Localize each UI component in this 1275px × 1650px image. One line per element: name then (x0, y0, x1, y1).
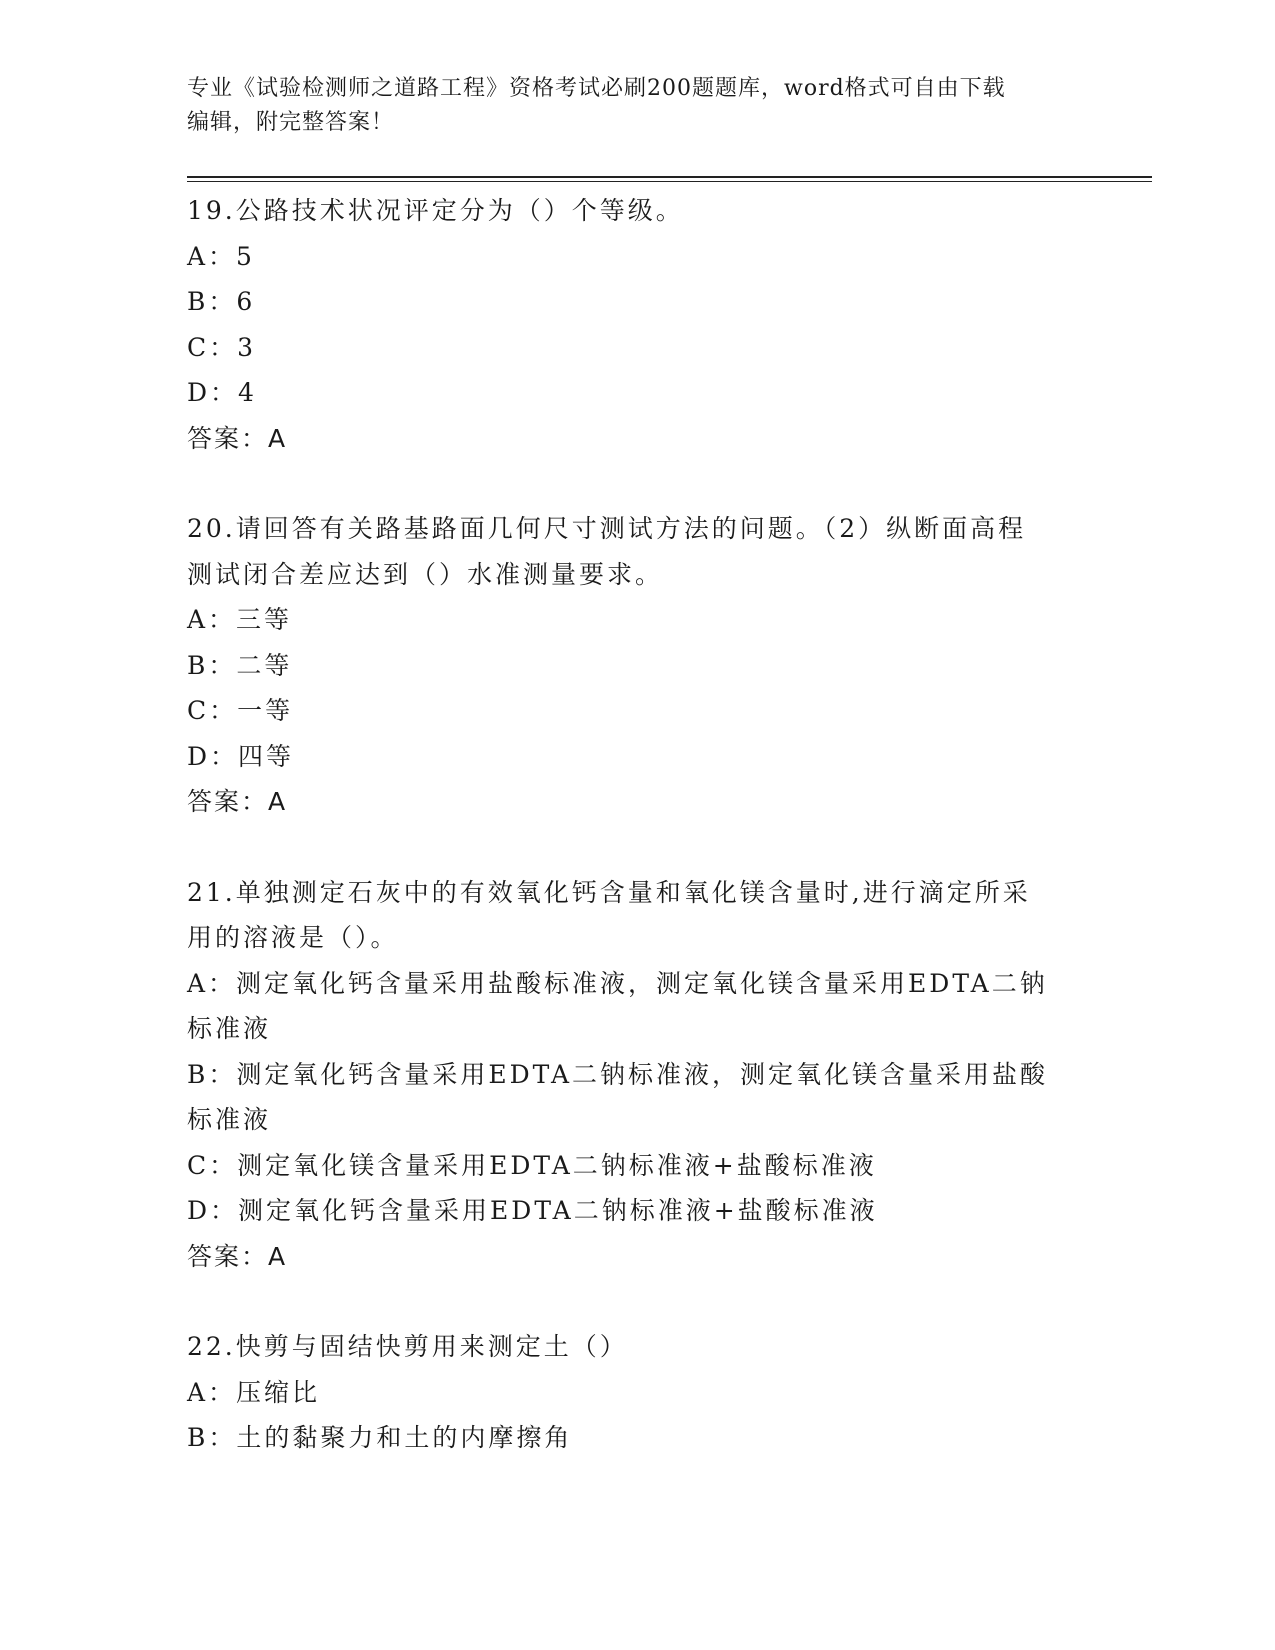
header-line-1: 专业《试验检测师之道路工程》资格考试必刷200题题库，word格式可自由下载 (187, 76, 1006, 101)
header-rule-thin (187, 181, 1152, 182)
header-line-2: 编辑，附完整答案！ (187, 110, 395, 135)
option-a-line-1: A：测定氧化钙含量采用盐酸标准液，测定氧化镁含量采用EDTA二钠 (187, 968, 1048, 998)
question-stem-line-1: 20.请回答有关路基路面几何尺寸测试方法的问题。（2）纵断面高程 (187, 514, 1027, 543)
question-stem-line-2: 用的溶液是（）。 (187, 923, 399, 952)
option-c: C：测定氧化镁含量采用EDTA二钠标准液+盐酸标准液 (187, 1150, 877, 1180)
answer-label: 答案：A (187, 787, 288, 816)
option-a-line-2: 标准液 (187, 1014, 272, 1043)
question-20 (187, 506, 1067, 825)
document-header (187, 72, 1067, 140)
option-a: A：5 (187, 241, 255, 271)
option-b: B：土的黏聚力和土的内摩擦角 (187, 1423, 573, 1452)
question-stem-line-2: 测试闭合差应达到（）水准测量要求。 (187, 559, 664, 589)
question-stem: 22.快剪与固结快剪用来测定土（） (187, 1332, 628, 1361)
option-a: A：压缩比 (187, 1377, 321, 1407)
question-21 (187, 870, 1067, 1280)
option-b-line-1: B：测定氧化钙含量采用EDTA二钠标准液，测定氧化镁含量采用盐酸 (187, 1059, 1049, 1089)
option-d: D：4 (187, 378, 257, 407)
option-d: D：测定氧化钙含量采用EDTA二钠标准液+盐酸标准液 (187, 1196, 878, 1225)
question-stem-line-1: 21.单独测定石灰中的有效氧化钙含量和氧化镁含量时,进行滴定所采 (187, 877, 1031, 907)
option-b: B：二等 (187, 650, 293, 680)
answer-label: 答案：A (187, 1241, 288, 1271)
question-list (187, 188, 1067, 1461)
option-a: A：三等 (187, 605, 293, 634)
question-19 (187, 188, 1067, 461)
answer-label: 答案：A (187, 423, 288, 453)
header-rule-thick (187, 176, 1152, 178)
question-22 (187, 1324, 1067, 1461)
option-c: C：3 (187, 332, 257, 362)
option-b-line-2: 标准液 (187, 1105, 272, 1134)
option-c: C：一等 (187, 696, 294, 725)
option-d: D：四等 (187, 741, 295, 771)
question-stem: 19.公路技术状况评定分为（）个等级。 (187, 196, 684, 225)
option-b: B：6 (187, 287, 256, 316)
